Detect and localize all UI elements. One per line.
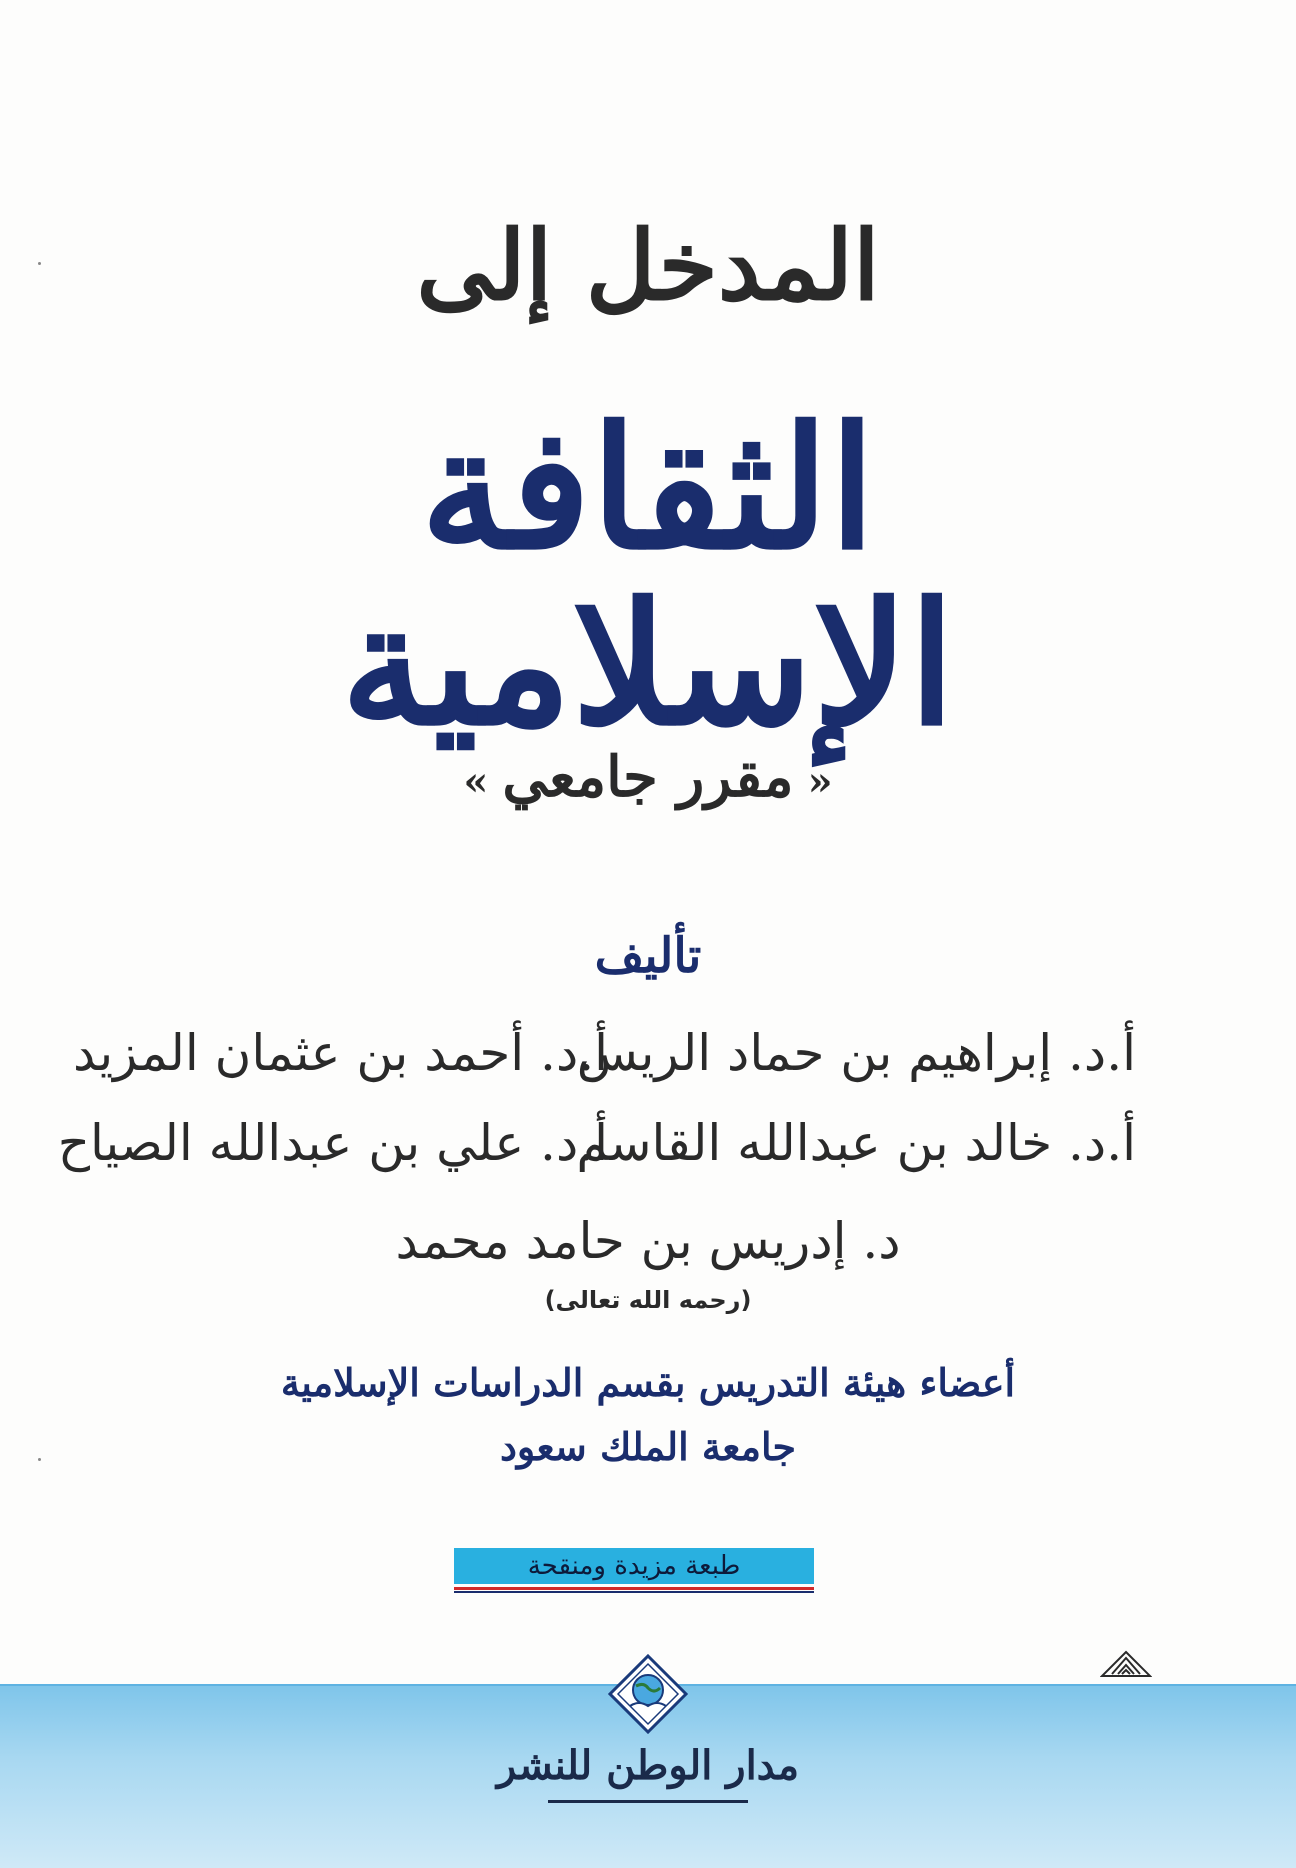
quote-close: » bbox=[463, 757, 489, 805]
faculty-line: أعضاء هيئة التدريس بقسم الدراسات الإسلامية bbox=[280, 1360, 1016, 1405]
publisher-name: مدار الوطن للنشر bbox=[496, 1742, 800, 1789]
memoriam-note: (رحمه الله تعالى) bbox=[544, 1286, 752, 1314]
edition-red-rule bbox=[454, 1587, 814, 1590]
author-2: أ.د. أحمد بن عثمان المزيد bbox=[72, 1024, 608, 1082]
edition-badge bbox=[454, 1548, 814, 1592]
authorship-label: تأليف bbox=[594, 928, 702, 984]
publisher-underline bbox=[548, 1800, 748, 1803]
author-3: أ.د. خالد بن عبدالله القاسم bbox=[576, 1114, 1136, 1172]
main-title: الثقافة الإسلامية bbox=[340, 389, 956, 764]
course-type: مقرر جامعي bbox=[502, 744, 794, 810]
author-5: د. إدريس بن حامد محمد bbox=[395, 1212, 901, 1270]
course-type-line bbox=[0, 744, 1296, 810]
edition-blue-rule bbox=[454, 1591, 814, 1593]
university-line: جامعة الملك سعود bbox=[499, 1424, 797, 1469]
author-4: أ.د. علي بن عبدالله الصياح bbox=[57, 1114, 608, 1172]
edition-label: طبعة مزيدة ومنقحة bbox=[454, 1548, 814, 1584]
author-1: أ.د. إبراهيم بن حماد الريس bbox=[576, 1024, 1136, 1082]
pre-title: المدخل إلى bbox=[416, 209, 880, 322]
quote-open: « bbox=[807, 757, 833, 805]
globe-book-emblem-icon bbox=[608, 1654, 688, 1734]
kufic-monogram-icon bbox=[1100, 1650, 1152, 1678]
